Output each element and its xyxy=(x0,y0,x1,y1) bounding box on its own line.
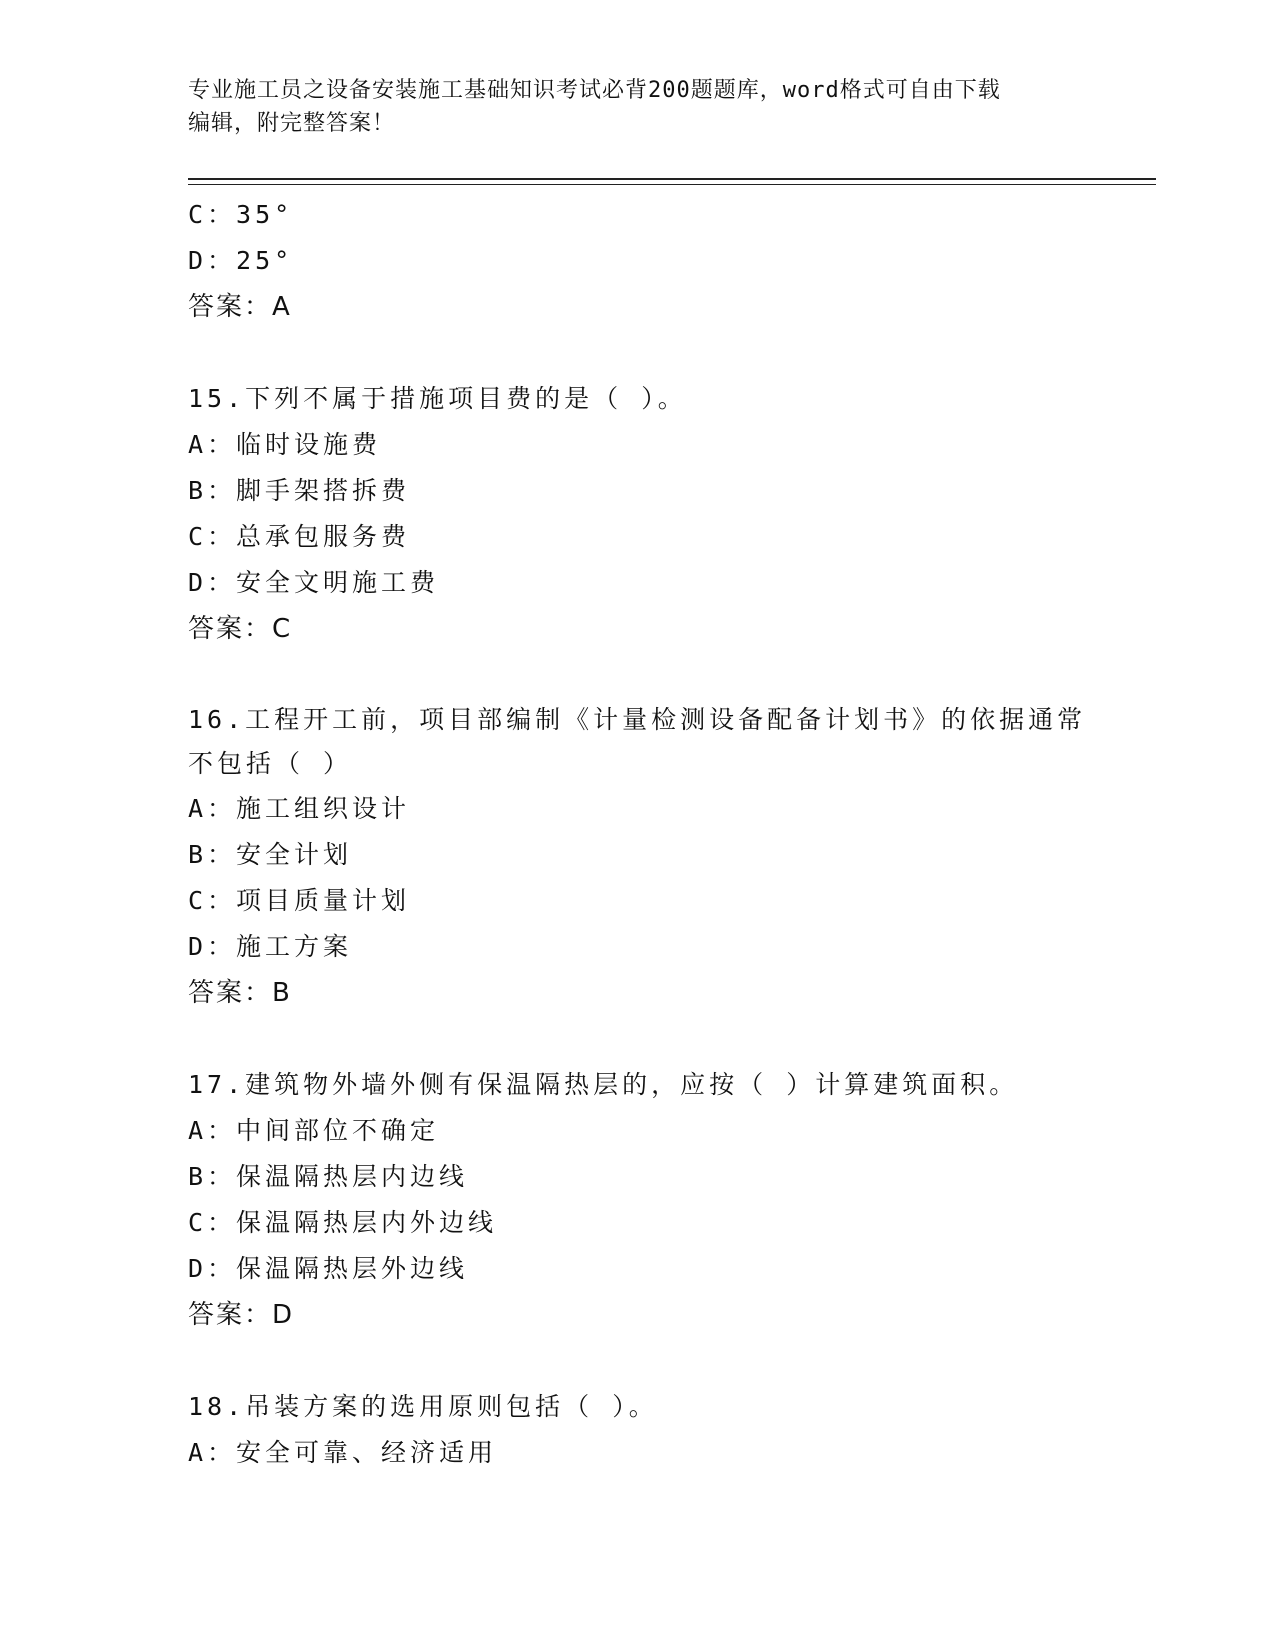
question-stem: 15.下列不属于措施项目费的是（ ）。 xyxy=(188,384,687,413)
option-b: B：保温隔热层内边线 xyxy=(188,1162,469,1191)
option-c: C：项目质量计划 xyxy=(188,886,411,915)
option-c: C：总承包服务费 xyxy=(188,522,411,551)
question-16 xyxy=(188,698,1088,1016)
question-stem: 18.吊装方案的选用原则包括（ ）。 xyxy=(188,1392,658,1421)
answer-label: 答案：B xyxy=(188,978,292,1008)
answer-label: 答案：D xyxy=(188,1300,295,1330)
question-stem-line-1: 16.工程开工前，项目部编制《计量检测设备配备计划书》的依据通常 xyxy=(188,705,1087,734)
question-18 xyxy=(188,1384,1088,1476)
option-b: B：安全计划 xyxy=(188,840,353,869)
question-17 xyxy=(188,1062,1088,1338)
option-a: A：中间部位不确定 xyxy=(188,1116,440,1145)
header-divider-thin xyxy=(188,184,1156,185)
header-line-2: 编辑，附完整答案！ xyxy=(188,111,396,136)
option-a: A：临时设施费 xyxy=(188,430,382,459)
option-d: D：安全文明施工费 xyxy=(188,568,440,597)
question-list xyxy=(188,192,1088,1476)
option-c: C：35° xyxy=(188,200,294,229)
previous-question-tail xyxy=(188,192,1088,330)
page-header xyxy=(188,74,1088,140)
option-d: D：保温隔热层外边线 xyxy=(188,1254,469,1283)
option-d: D：25° xyxy=(188,246,294,275)
option-a: A：施工组织设计 xyxy=(188,794,411,823)
question-stem: 17.建筑物外墙外侧有保温隔热层的，应按（ ）计算建筑面积。 xyxy=(188,1070,1019,1099)
option-a: A：安全可靠、经济适用 xyxy=(188,1438,498,1467)
answer-label: 答案：C xyxy=(188,614,293,644)
option-b: B：脚手架搭拆费 xyxy=(188,476,411,505)
option-c: C：保温隔热层内外边线 xyxy=(188,1208,498,1237)
question-15 xyxy=(188,376,1088,652)
option-d: D：施工方案 xyxy=(188,932,353,961)
header-divider-thick xyxy=(188,178,1156,180)
header-line-1: 专业施工员之设备安装施工基础知识考试必背200题题库，word格式可自由下载 xyxy=(188,78,1001,103)
question-stem-line-2: 不包括（ ） xyxy=(188,749,353,778)
answer-label: 答案：A xyxy=(188,292,292,322)
